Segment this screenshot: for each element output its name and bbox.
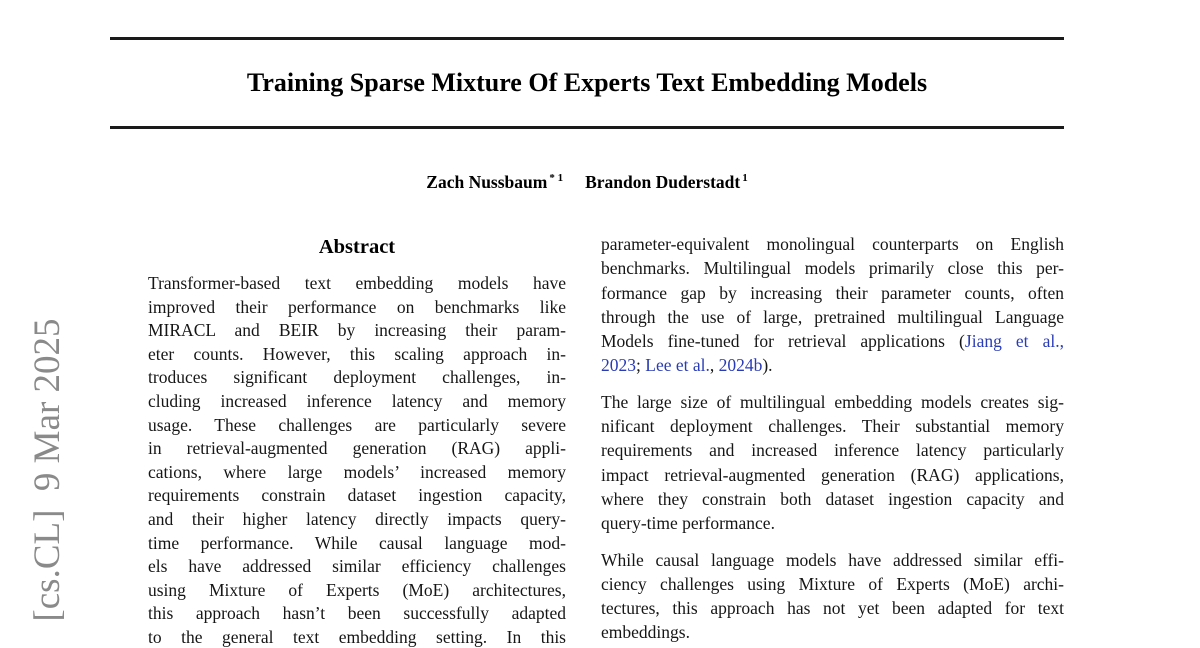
citation-link[interactable]: 2024b [718,355,763,376]
abstract-line: improved their performance on benchmarks like [148,296,566,317]
author [426,172,563,192]
abstract-line: eter counts. However, this scaling approach in- [148,343,566,364]
text-segment: requirements and increased inference latency particularly [601,440,1064,461]
body-line [601,487,1064,511]
author [585,172,748,192]
author-superscript: 1 [742,172,748,185]
body-line [601,305,1064,329]
text-segment: The large size of multilingual embedding models creates sig- [601,391,1064,412]
text-segment: formance gap by increasing their parameter counts, often [601,282,1064,303]
right-column [601,232,1064,648]
text-segment: Models fine-tuned for retrieval applications ( [601,331,965,352]
text-segment: where they constrain both dataset ingestion capacity and [601,488,1064,509]
text-segment: through the use of large, pretrained multilingual Language [601,306,1064,327]
abstract-body [148,272,566,648]
body-line [601,281,1064,305]
body-line [601,463,1064,487]
text-segment: query-time performance. [601,513,775,534]
abstract-line: requirements constrain dataset ingestion capacity, [148,485,566,506]
body-line [601,353,1064,377]
text-segment: nificant deployment challenges. Their substantial memory [601,416,1064,437]
citation-link[interactable]: Jiang et al., [964,331,1064,352]
body-paragraph [601,390,1064,536]
body-line [601,548,1064,572]
body-line [601,596,1064,620]
body-line [601,329,1064,353]
text-segment: ). [762,355,773,376]
text-segment: benchmarks. Multilingual models primarily close this per- [601,258,1064,279]
text-segment: parameter-equivalent monolingual counterparts on English [601,234,1064,254]
text-segment: tectures, this approach has not yet been adapted for text [601,598,1064,619]
abstract-line: MIRACL and BEIR by increasing their param- [148,320,566,341]
title-rule-top [110,37,1064,40]
body-line [601,256,1064,280]
body-line [601,414,1064,438]
body-paragraph [601,548,1064,645]
text-segment: ciency challenges using Mixture of Experts (MoE) archi- [601,573,1064,594]
abstract-line: to the general text embedding setting. In this [148,626,566,647]
abstract-heading: Abstract [318,236,396,258]
paper-title: Training Sparse Mixture Of Experts Text Embedding Models [246,68,928,97]
body-line [601,511,1064,535]
body-line [601,232,1064,256]
body-line [601,620,1064,644]
body-paragraph [601,232,1064,378]
citation-link[interactable]: Lee et al. [645,355,710,376]
title-rule-bottom [110,126,1064,129]
arxiv-stamp: [cs.CL] 9 Mar 2025 [27,318,68,622]
abstract-line: cations, where large models’ increased memory [148,461,566,482]
abstract-line: troduces significant deployment challenges, in- [148,367,566,388]
author-superscript: * 1 [549,172,564,185]
abstract-line: cluding increased inference latency and memory [148,390,566,411]
text-segment: impact retrieval-augmented generation (RAG) applications, [601,464,1064,485]
text-segment: embeddings. [601,622,690,643]
abstract-line: time performance. While causal language mod- [148,532,566,553]
body-line [601,572,1064,596]
authors-row [110,172,1064,193]
abstract-line: usage. These challenges are particularly severe [148,414,566,435]
citation-link[interactable]: 2023 [601,355,636,376]
author-name: Brandon Duderstadt [585,172,741,192]
text-segment: ; [636,355,646,376]
abstract-line: this approach hasn’t been successfully adapted [148,603,566,624]
abstract-line: Transformer-based text embedding models have [148,273,566,293]
abstract-line: using Mixture of Experts (MoE) architectures, [148,579,566,600]
text-segment: , [709,355,719,376]
abstract-line: and their higher latency directly impacts query- [148,508,566,529]
body-line [601,390,1064,414]
author-name: Zach Nussbaum [426,172,548,192]
abstract-line: in retrieval-augmented generation (RAG) appli- [148,438,566,459]
body-line [601,438,1064,462]
text-segment: While causal language models have addressed similar effi- [601,549,1064,570]
abstract-line: els have addressed similar efficiency challenges [148,556,566,577]
